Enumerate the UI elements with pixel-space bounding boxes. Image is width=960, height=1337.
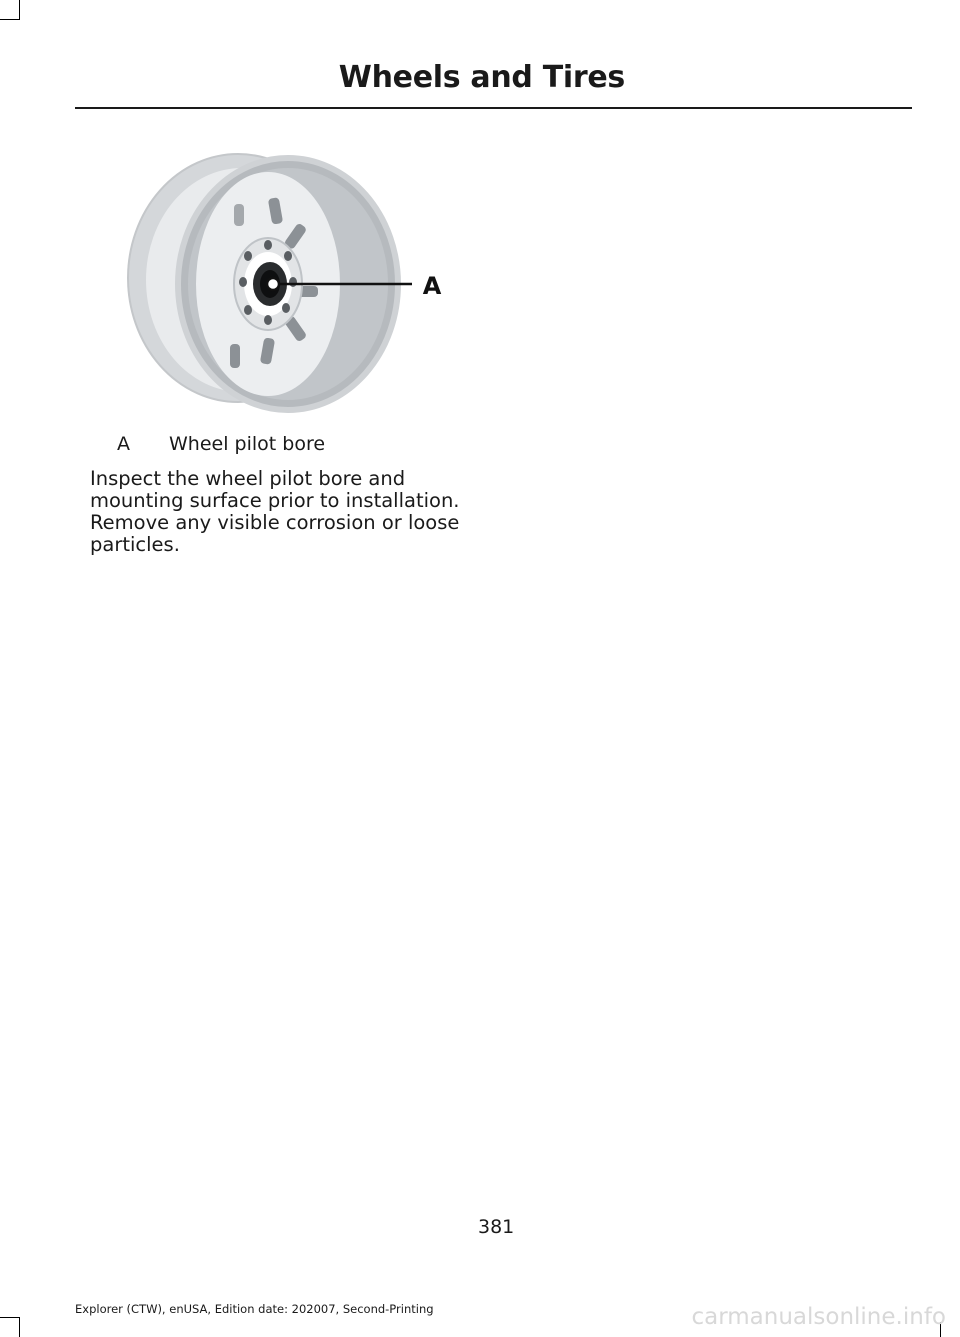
wheel-drawing — [120, 148, 460, 418]
watermark: carmanualsonline.info — [691, 1304, 946, 1330]
wheel-illustration — [120, 148, 460, 418]
legend-text: Wheel pilot bore — [169, 433, 326, 455]
crop-mark — [0, 19, 20, 20]
page-title: Wheels and Tires — [338, 60, 625, 95]
header-divider — [75, 107, 912, 109]
page-number: 381 — [478, 1216, 515, 1238]
crop-mark — [19, 0, 20, 20]
edition-footer: Explorer (CTW), enUSA, Edition date: 202007, Second-Printing — [75, 1302, 434, 1316]
callout-label: A — [422, 272, 442, 300]
crop-mark — [0, 1317, 20, 1318]
legend-key: A — [117, 433, 130, 455]
legend-row — [117, 433, 325, 455]
body-paragraph: Inspect the wheel pilot bore and mounting surface prior to installation. Remove any visible corrosion or loose particles. — [90, 467, 460, 556]
crop-mark — [19, 1317, 20, 1337]
